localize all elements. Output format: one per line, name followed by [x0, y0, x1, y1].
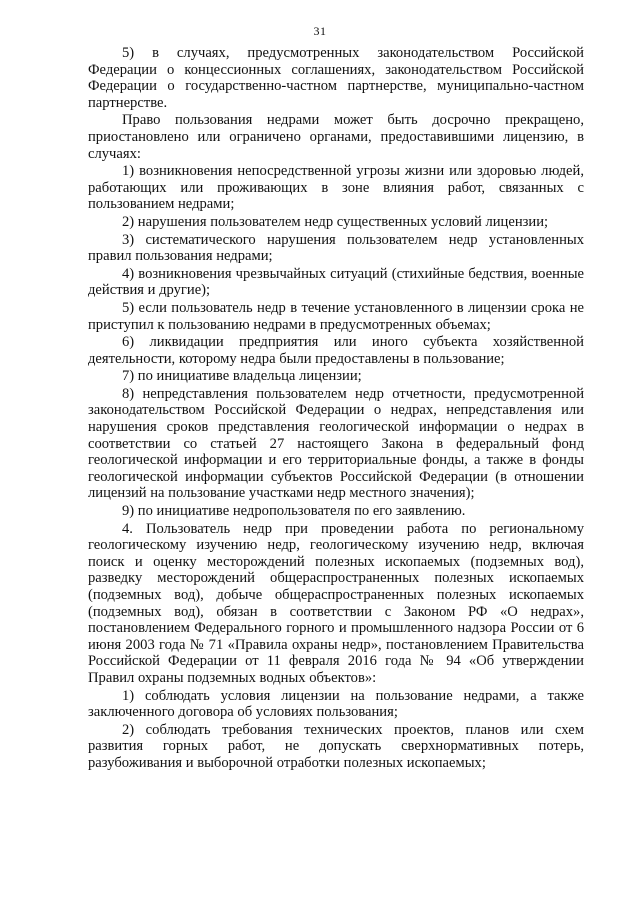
paragraph-case-1: 1) возникновения непосредственной угрозы жизни или здоровью людей, работающих или проживающих в зоне влияния работ, связанных с пользованием недрами; — [88, 163, 584, 213]
paragraph-case-5: 5) если пользователь недр в течение установленного в лицензии срока не приступил к пользованию недрами в предусмотренных объемах; — [88, 299, 584, 333]
paragraph-duty-2: 2) соблюдать требования технических проектов, планов или схем развития горных работ, не допускать сверхнормативных потерь, разубоживания и выборочной отработки полезных ископаемых; — [88, 721, 584, 771]
paragraph-item-5-concession: 5) в случаях, предусмотренных законодательством Российской Федерации о концессионных соглашениях, законодательством Российской Федерации о государственно-частном партнерстве, муниципально-частном партнерстве. — [88, 45, 584, 111]
paragraph-termination-intro: Право пользования недрами может быть досрочно прекращено, приостановлено или ограничено органами, предоставившими лицензию, в случаях: — [88, 112, 584, 162]
paragraph-case-8: 8) непредставления пользователем недр отчетности, предусмотренной законодательством Российской Федерации о недрах, непредставления или нарушения сроков представления геологической информации о недрах в соответствии со статьей 27 настоящего Закона в федеральный фонд геологической информации и его территориальные фонды, а также в фонды геологической информации субъектов Российской Федерации (в отношении лицензий на пользование участками недр местного значения); — [88, 385, 584, 502]
page-number: 31 — [313, 24, 327, 38]
paragraph-case-9: 9) по инициативе недропользователя по его заявлению. — [122, 503, 466, 520]
paragraph-section-4: 4. Пользователь недр при проведении работа по региональному геологическому изучению недр, геологическому изучению недр, включая поиск и оценку месторождений полезных ископаемых (подземных вод), разведку месторождений общераспространенных полезных ископаемых (подземных вод), добыче общераспространенных полезных ископаемых (подземных вод), обязан в соответствии с Законом РФ «О недрах», постановлением Федерального горного и промышленного надзора России от 6 июня 2003 года № 71 «Правила охраны недр», постановлением Правительства Российской Федерации от 11 февраля 2016 года № 94 «Об утверждении Правил охраны подземных водных объектов»: — [88, 520, 584, 686]
paragraph-case-3: 3) систематического нарушения пользователем недр установленных правил пользования недрами; — [88, 231, 584, 265]
paragraph-duty-1: 1) соблюдать условия лицензии на пользование недрами, а также заключенного договора об условиях пользования; — [88, 687, 584, 721]
document-body — [88, 45, 584, 772]
paragraph-case-4: 4) возникновения чрезвычайных ситуаций (стихийные бедствия, военные действия и другие); — [88, 265, 584, 299]
paragraph-case-2: 2) нарушения пользователем недр существенных условий лицензии; — [122, 213, 549, 230]
paragraph-case-7: 7) по инициативе владельца лицензии; — [122, 368, 362, 385]
paragraph-case-6: 6) ликвидации предприятия или иного субъекта хозяйственной деятельности, которому недра были предоставлены в пользование; — [88, 334, 584, 367]
